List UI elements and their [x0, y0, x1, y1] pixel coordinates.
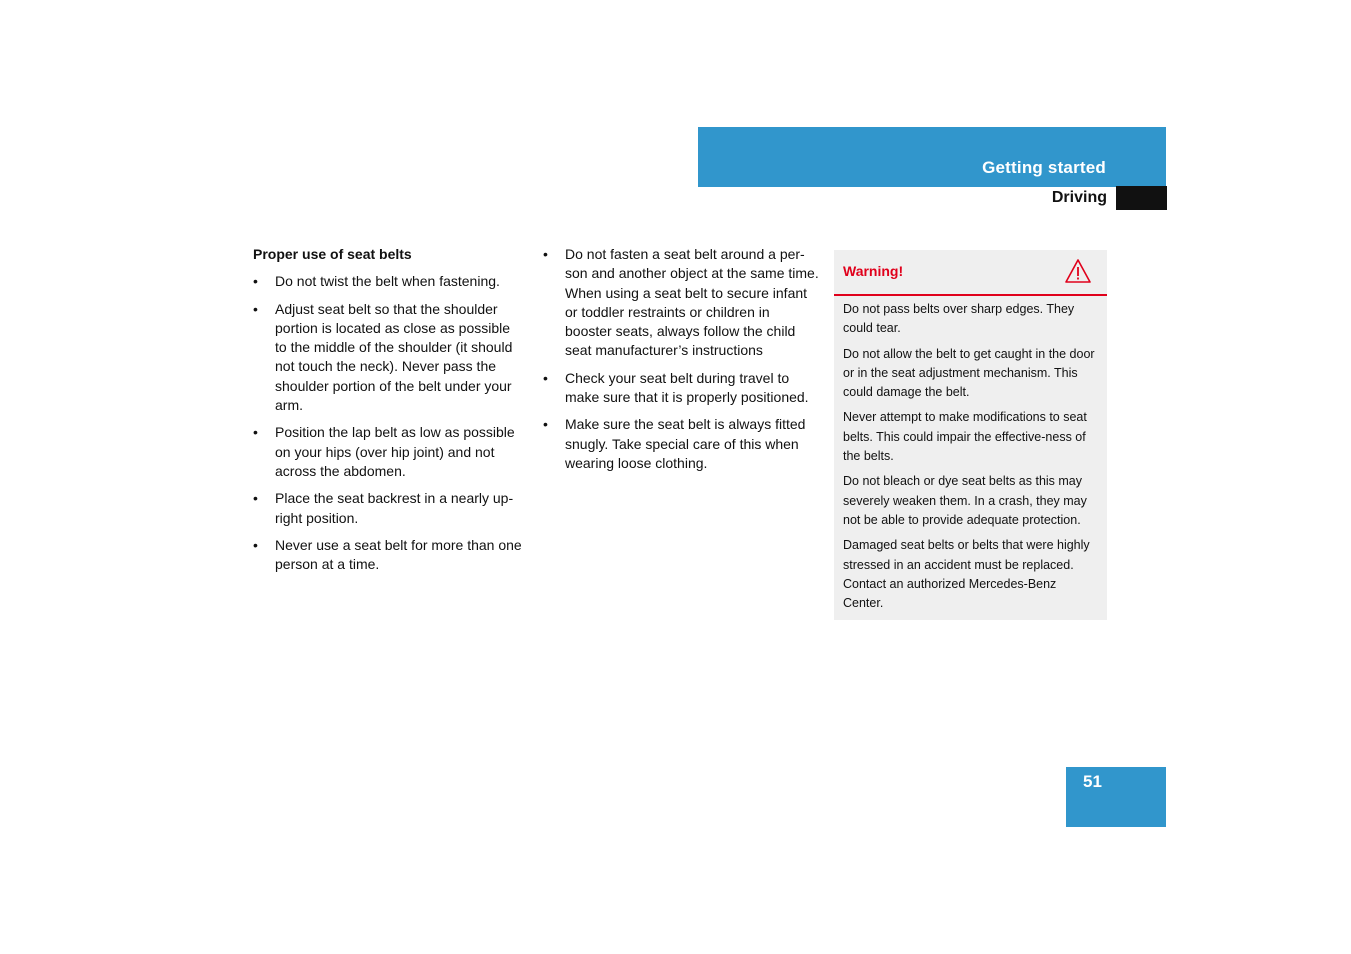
bullet-icon: •	[253, 490, 258, 507]
bullet-list	[543, 245, 819, 473]
bullet-icon: •	[543, 246, 548, 262]
list-item	[543, 245, 819, 361]
list-item-text: Place the seat backrest in a nearly up-right position.	[275, 490, 514, 526]
list-item-text: Check your seat belt during travel to make sure that it is properly positioned.	[565, 369, 809, 406]
list-item	[253, 423, 525, 481]
list-item	[543, 369, 819, 408]
list-item	[253, 272, 525, 291]
warning-paragraph: Do not pass belts over sharp edges. They could tear.	[843, 302, 1075, 336]
list-item-text: Adjust seat belt so that the shoulder portion is located as close as possible to the middle of the shoulder (it should not touch the neck). Never pass the shoulder portion of the belt under your arm.	[275, 300, 513, 414]
bullet-icon: •	[543, 416, 548, 433]
list-item	[543, 415, 819, 473]
list-item	[253, 489, 525, 528]
column-left	[253, 245, 525, 582]
warning-paragraph: Do not allow the belt to get caught in the door or in the seat adjustment mechanism. This could damage the belt.	[843, 346, 1095, 400]
bullet-icon: •	[543, 369, 548, 386]
bullet-icon: •	[253, 273, 258, 290]
section-title: Getting started	[982, 158, 1106, 177]
warning-paragraph: Damaged seat belts or belts that were highly stressed in an accident must be replaced. Contact an authorized Mercedes-Benz Center.	[843, 538, 1090, 611]
list-item	[253, 300, 525, 416]
warning-triangle-icon	[1064, 258, 1092, 284]
list-item-text: Position the lap belt as low as possible on your hips (over hip joint) and not across the abdomen.	[275, 424, 515, 479]
chapter-tab-marker	[1116, 186, 1167, 210]
bullet-icon: •	[253, 536, 258, 553]
page-number: 51	[1083, 772, 1102, 791]
subsection-title: Driving	[1051, 189, 1107, 206]
warning-body	[834, 296, 1107, 613]
bullet-list	[253, 272, 525, 574]
column-middle	[543, 245, 819, 481]
bullet-icon: •	[253, 424, 258, 441]
list-item	[253, 536, 525, 575]
warning-title: Warning!	[843, 263, 904, 279]
warning-header	[834, 250, 1107, 296]
list-item-text: Do not twist the belt when fastening.	[275, 273, 500, 290]
warning-paragraph: Never attempt to make modifications to seat belts. This could impair the effective-ness of the belts.	[843, 410, 1087, 464]
warning-paragraph: Do not bleach or dye seat belts as this may severely weaken them. In a crash, they may not be able to provide adequate protection.	[843, 474, 1087, 527]
header-band	[698, 127, 1166, 187]
column-heading: Proper use of seat belts	[253, 246, 412, 262]
list-item-text: Make sure the seat belt is always fitted snugly. Take special care of this when wearing loose clothing.	[565, 416, 806, 471]
page-number-box	[1066, 767, 1166, 827]
warning-box	[834, 250, 1107, 620]
list-item-text: Do not fasten a seat belt around a per-son and another object at the same time. When using a seat belt to secure infant or toddler restraints or children in booster seats, always follow the child seat manufacturer’s instructions	[565, 246, 819, 359]
list-item-text: Never use a seat belt for more than one person at a time.	[275, 536, 522, 573]
bullet-icon: •	[253, 300, 258, 317]
